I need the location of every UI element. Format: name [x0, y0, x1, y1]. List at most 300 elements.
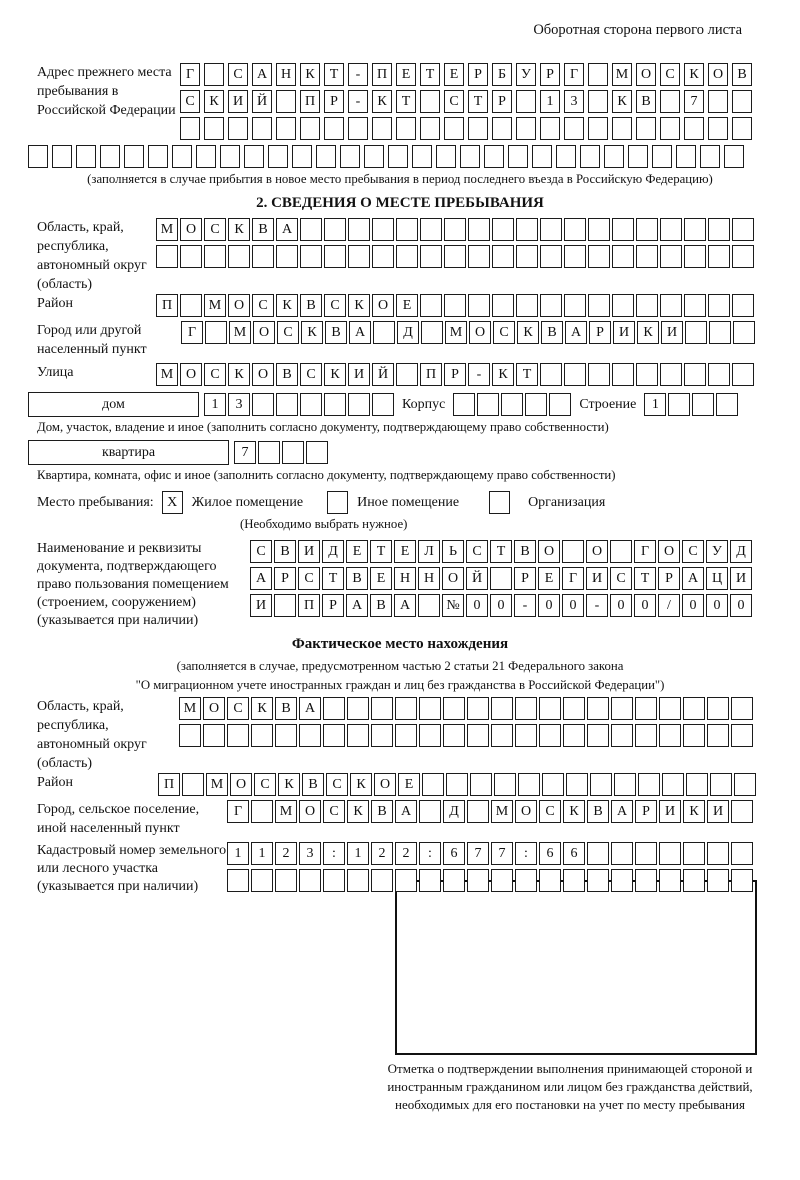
- page-side-title: Оборотная сторона первого листа: [533, 22, 742, 38]
- form-cell: [252, 393, 274, 416]
- form-cell: 3: [228, 393, 250, 416]
- form-cell: Р: [468, 63, 488, 86]
- form-cell: [684, 218, 706, 241]
- form-cell: Т: [468, 90, 488, 113]
- region-field: [37, 218, 800, 294]
- cell-row-region-2: [156, 245, 754, 268]
- form-cell: [588, 218, 610, 241]
- form-cell: [372, 218, 394, 241]
- form-cell: [468, 245, 490, 268]
- form-cell: И: [250, 594, 272, 617]
- form-cell: [268, 145, 288, 168]
- form-cell: [420, 245, 442, 268]
- form-cell: [588, 90, 608, 113]
- form-cell: [580, 145, 600, 168]
- form-cell: [52, 145, 72, 168]
- cadastral-label: Кадастровый номер земельного или лесного участка (указывается при наличии): [37, 843, 227, 894]
- form-cell: Д: [322, 540, 344, 563]
- form-cell: [396, 363, 418, 386]
- form-cell: [604, 145, 624, 168]
- form-cell: [708, 117, 728, 140]
- form-cell: 6: [539, 842, 561, 865]
- city-label: Город или другой населенный пункт: [37, 323, 147, 357]
- form-cell: [659, 842, 681, 865]
- cell-row-document-1: [250, 540, 752, 563]
- prev-address-note: (заполняется в случае прибытия в новое место пребывания в период последнего въезда в Российскую Федерацию): [87, 172, 713, 186]
- form-cell: [276, 393, 298, 416]
- form-cell: Й: [252, 90, 272, 113]
- form-cell: [220, 145, 240, 168]
- form-cell: [396, 245, 418, 268]
- form-cell: 3: [299, 842, 321, 865]
- form-cell: [419, 724, 441, 747]
- form-cell: [491, 869, 513, 892]
- form-cell: [299, 724, 321, 747]
- form-cell: [539, 724, 561, 747]
- cell-row-prev-address-4: [28, 145, 800, 168]
- form-cell: [204, 117, 224, 140]
- form-cell: [660, 294, 682, 317]
- form-cell: -: [514, 594, 536, 617]
- form-cell: [275, 869, 297, 892]
- form-cell: С: [300, 363, 322, 386]
- form-cell: [124, 145, 144, 168]
- form-cell: [588, 294, 610, 317]
- form-cell: И: [348, 363, 370, 386]
- form-cell: [300, 218, 322, 241]
- form-cell: [275, 724, 297, 747]
- form-cell: К: [372, 90, 392, 113]
- form-cell: [348, 117, 368, 140]
- form-cell: Т: [490, 540, 512, 563]
- street-field: [37, 363, 800, 386]
- form-cell: В: [587, 800, 609, 823]
- form-cell: [348, 218, 370, 241]
- form-cell: [563, 697, 585, 720]
- form-cell: П: [298, 594, 320, 617]
- form-cell: [276, 245, 298, 268]
- form-cell: А: [349, 321, 371, 344]
- form-cell: О: [442, 567, 464, 590]
- form-cell: О: [658, 540, 680, 563]
- form-cell: С: [323, 800, 345, 823]
- region2-field: [37, 697, 800, 773]
- form-cell: Е: [396, 63, 416, 86]
- form-cell: С: [180, 90, 200, 113]
- form-cell: О: [180, 363, 202, 386]
- form-cell: [388, 145, 408, 168]
- form-cell: О: [469, 321, 491, 344]
- form-cell: [76, 145, 96, 168]
- form-cell: [716, 393, 738, 416]
- form-cell: [276, 90, 296, 113]
- form-cell: [276, 117, 296, 140]
- form-cell: [540, 294, 562, 317]
- form-cell: [316, 145, 336, 168]
- form-cell: К: [637, 321, 659, 344]
- form-cell: С: [326, 773, 348, 796]
- form-cell: К: [347, 800, 369, 823]
- cell-row-region2-1: [179, 697, 753, 720]
- form-cell: [562, 540, 584, 563]
- form-cell: С: [493, 321, 515, 344]
- form-cell: [172, 145, 192, 168]
- form-cell: [708, 90, 728, 113]
- form-cell: Т: [370, 540, 392, 563]
- form-cell: [484, 145, 504, 168]
- form-cell: А: [682, 567, 704, 590]
- form-cell: С: [610, 567, 632, 590]
- form-cell: [420, 117, 440, 140]
- form-cell: [204, 63, 224, 86]
- form-cell: [516, 218, 538, 241]
- form-cell: [443, 724, 465, 747]
- form-cell: [347, 869, 369, 892]
- form-cell: -: [348, 90, 368, 113]
- form-cell: [324, 218, 346, 241]
- form-cell: В: [514, 540, 536, 563]
- form-cell: [443, 697, 465, 720]
- cell-row-house: [204, 393, 394, 416]
- form-cell: М: [612, 63, 632, 86]
- actual-location-title: Фактическое место нахождения: [291, 636, 509, 652]
- form-cell: [692, 393, 714, 416]
- korpus-label: Корпус: [402, 396, 446, 412]
- document-field: [37, 540, 800, 630]
- region-label: Область, край, республика, автономный округ (область): [37, 220, 147, 292]
- form-cell: 7: [234, 441, 256, 464]
- form-cell: П: [420, 363, 442, 386]
- cell-row-korpus: [453, 393, 571, 416]
- form-cell: [564, 245, 586, 268]
- document-label: Наименование и реквизиты документа, подтверждающего право пользования помещением (строением, сооружением) (указывается при наличии): [37, 541, 229, 628]
- district2-field: [37, 773, 800, 796]
- house-row: [28, 392, 800, 417]
- form-cell: [525, 393, 547, 416]
- form-cell: [420, 218, 442, 241]
- option-label-organization: Организация: [528, 494, 606, 510]
- form-cell: [685, 321, 707, 344]
- form-cell: [100, 145, 120, 168]
- form-cell: [348, 393, 370, 416]
- form-cell: В: [274, 540, 296, 563]
- form-cell: Г: [564, 63, 584, 86]
- form-cell: С: [277, 321, 299, 344]
- form-cell: А: [394, 594, 416, 617]
- form-cell: [636, 363, 658, 386]
- form-cell: 0: [490, 594, 512, 617]
- form-cell: [587, 724, 609, 747]
- form-cell: [590, 773, 612, 796]
- form-cell: А: [299, 697, 321, 720]
- prev-address-field: [37, 63, 800, 140]
- form-cell: [683, 842, 705, 865]
- form-cell: [492, 245, 514, 268]
- street-label: Улица: [37, 365, 74, 380]
- form-cell: [444, 218, 466, 241]
- form-cell: [323, 724, 345, 747]
- form-cell: К: [228, 363, 250, 386]
- form-cell: В: [371, 800, 393, 823]
- form-cell: [156, 245, 178, 268]
- form-cell: [588, 245, 610, 268]
- form-cell: [636, 245, 658, 268]
- form-cell: [708, 363, 730, 386]
- form-cell: 2: [275, 842, 297, 865]
- form-cell: [453, 393, 475, 416]
- form-cell: [732, 117, 752, 140]
- prev-address-label: Адрес прежнего места пребывания в Российской Федерации: [37, 65, 176, 118]
- form-cell: [732, 294, 754, 317]
- form-cell: У: [516, 63, 536, 86]
- form-cell: К: [517, 321, 539, 344]
- form-cell: С: [227, 697, 249, 720]
- form-cell: [251, 869, 273, 892]
- form-cell: [490, 567, 512, 590]
- form-cell: [347, 697, 369, 720]
- form-cell: [468, 218, 490, 241]
- form-cell: Б: [492, 63, 512, 86]
- form-cell: [348, 245, 370, 268]
- stay-type-label: Место пребывания:: [37, 494, 154, 510]
- form-cell: [421, 321, 443, 344]
- form-cell: [684, 294, 706, 317]
- form-cell: М: [229, 321, 251, 344]
- cell-row-city2: [227, 800, 753, 823]
- form-cell: Р: [444, 363, 466, 386]
- form-cell: [636, 294, 658, 317]
- form-cell: А: [252, 63, 272, 86]
- checkbox-other-premises: [327, 491, 348, 514]
- form-cell: [180, 245, 202, 268]
- form-cell: Т: [420, 63, 440, 86]
- form-cell: К: [301, 321, 323, 344]
- form-cell: [508, 145, 528, 168]
- cell-row-prev-address-3: [180, 117, 752, 140]
- form-cell: К: [228, 218, 250, 241]
- form-cell: [659, 697, 681, 720]
- form-cell: [468, 294, 490, 317]
- form-cell: К: [684, 63, 704, 86]
- form-cell: К: [683, 800, 705, 823]
- form-cell: [364, 145, 384, 168]
- form-cell: [652, 145, 672, 168]
- form-cell: [539, 869, 561, 892]
- form-cell: Г: [181, 321, 203, 344]
- form-cell: [659, 869, 681, 892]
- district2-label: Район: [37, 775, 73, 790]
- form-cell: [196, 145, 216, 168]
- form-cell: [444, 117, 464, 140]
- form-cell: 3: [564, 90, 584, 113]
- form-cell: [492, 218, 514, 241]
- form-cell: В: [346, 567, 368, 590]
- form-cell: [686, 773, 708, 796]
- form-cell: Й: [372, 363, 394, 386]
- form-cell: [494, 773, 516, 796]
- form-cell: [668, 393, 690, 416]
- form-cell: [614, 773, 636, 796]
- form-cell: И: [586, 567, 608, 590]
- form-cell: 0: [682, 594, 704, 617]
- form-cell: 0: [466, 594, 488, 617]
- form-cell: В: [302, 773, 324, 796]
- form-cell: С: [252, 294, 274, 317]
- apartment-box-label: квартира: [28, 440, 229, 465]
- form-cell: О: [203, 697, 225, 720]
- form-cell: [611, 869, 633, 892]
- form-cell: М: [491, 800, 513, 823]
- form-cell: [491, 724, 513, 747]
- stamp-area: [395, 880, 757, 1055]
- city2-field: [37, 800, 800, 838]
- form-cell: Е: [346, 540, 368, 563]
- form-cell: И: [661, 321, 683, 344]
- form-cell: П: [300, 90, 320, 113]
- form-cell: [684, 117, 704, 140]
- form-cell: [611, 724, 633, 747]
- form-cell: Р: [540, 63, 560, 86]
- form-cell: [323, 869, 345, 892]
- stamp-note: Отметка о подтверждении выполнения принимающей стороной и иностранным гражданином или лицом без гражданства действий, необходимых для его постановки на учет по месту пребывания: [387, 1061, 753, 1112]
- form-cell: [516, 294, 538, 317]
- cell-row-prev-address-2: [180, 90, 752, 113]
- form-cell: М: [156, 363, 178, 386]
- form-cell: [419, 697, 441, 720]
- form-cell: 6: [443, 842, 465, 865]
- form-cell: [540, 245, 562, 268]
- form-cell: [587, 697, 609, 720]
- form-cell: [324, 393, 346, 416]
- form-cell: [532, 145, 552, 168]
- form-cell: М: [156, 218, 178, 241]
- form-cell: Р: [514, 567, 536, 590]
- city2-label: Город, сельское поселение, иной населенный пункт: [37, 802, 200, 836]
- form-cell: С: [539, 800, 561, 823]
- form-cell: К: [324, 363, 346, 386]
- form-cell: [501, 393, 523, 416]
- form-cell: [205, 321, 227, 344]
- form-cell: [292, 145, 312, 168]
- form-cell: [418, 594, 440, 617]
- form-cell: Р: [492, 90, 512, 113]
- form-cell: О: [180, 218, 202, 241]
- form-cell: [684, 363, 706, 386]
- prev-address-rows: [180, 63, 752, 140]
- form-cell: И: [228, 90, 248, 113]
- form-cell: С: [660, 63, 680, 86]
- form-cell: [179, 724, 201, 747]
- form-cell: К: [251, 697, 273, 720]
- form-cell: /: [658, 594, 680, 617]
- form-cell: [732, 90, 752, 113]
- cell-row-region2-2: [179, 724, 753, 747]
- form-cell: [539, 697, 561, 720]
- form-cell: А: [250, 567, 272, 590]
- cell-row-cadastral-2: [227, 869, 753, 892]
- form-cell: [371, 697, 393, 720]
- form-cell: [300, 117, 320, 140]
- form-cell: [371, 724, 393, 747]
- form-cell: Р: [589, 321, 611, 344]
- form-cell: [324, 117, 344, 140]
- form-cell: [732, 218, 754, 241]
- form-cell: Р: [324, 90, 344, 113]
- form-cell: [467, 724, 489, 747]
- form-cell: :: [515, 842, 537, 865]
- form-cell: 0: [562, 594, 584, 617]
- form-cell: А: [611, 800, 633, 823]
- form-cell: [252, 245, 274, 268]
- form-cell: [684, 245, 706, 268]
- form-cell: [419, 800, 441, 823]
- region2-label: Область, край, республика, автономный округ (область): [37, 699, 147, 771]
- form-cell: :: [323, 842, 345, 865]
- form-cell: [515, 869, 537, 892]
- form-cell: С: [444, 90, 464, 113]
- form-cell: В: [732, 63, 752, 86]
- form-cell: Г: [180, 63, 200, 86]
- form-cell: Ц: [706, 567, 728, 590]
- form-cell: К: [204, 90, 224, 113]
- cell-row-document-2: [250, 567, 752, 590]
- form-cell: [251, 724, 273, 747]
- form-cell: С: [204, 218, 226, 241]
- cell-row-district: [156, 294, 754, 317]
- form-cell: С: [254, 773, 276, 796]
- form-cell: [443, 869, 465, 892]
- form-cell: [563, 724, 585, 747]
- form-cell: О: [636, 63, 656, 86]
- form-cell: [540, 117, 560, 140]
- district-field: [37, 294, 800, 317]
- form-cell: [708, 245, 730, 268]
- form-cell: 0: [610, 594, 632, 617]
- form-cell: [282, 441, 304, 464]
- form-cell: [515, 724, 537, 747]
- form-cell: [180, 117, 200, 140]
- form-cell: [542, 773, 564, 796]
- form-cell: В: [252, 218, 274, 241]
- form-cell: [323, 697, 345, 720]
- form-cell: [564, 294, 586, 317]
- form-cell: [636, 218, 658, 241]
- form-cell: [612, 245, 634, 268]
- form-cell: [467, 800, 489, 823]
- form-cell: Г: [562, 567, 584, 590]
- form-cell: -: [468, 363, 490, 386]
- form-cell: [203, 724, 225, 747]
- form-cell: В: [636, 90, 656, 113]
- form-cell: [563, 869, 585, 892]
- form-cell: [636, 117, 656, 140]
- form-cell: Н: [418, 567, 440, 590]
- form-cell: 2: [371, 842, 393, 865]
- form-cell: 0: [706, 594, 728, 617]
- form-cell: Т: [324, 63, 344, 86]
- form-cell: [412, 145, 432, 168]
- form-cell: [372, 393, 394, 416]
- form-cell: 7: [684, 90, 704, 113]
- form-cell: [556, 145, 576, 168]
- form-cell: [676, 145, 696, 168]
- form-cell: 6: [563, 842, 585, 865]
- form-cell: [612, 294, 634, 317]
- form-cell: [588, 63, 608, 86]
- form-cell: [492, 117, 512, 140]
- form-cell: В: [325, 321, 347, 344]
- form-cell: Р: [274, 567, 296, 590]
